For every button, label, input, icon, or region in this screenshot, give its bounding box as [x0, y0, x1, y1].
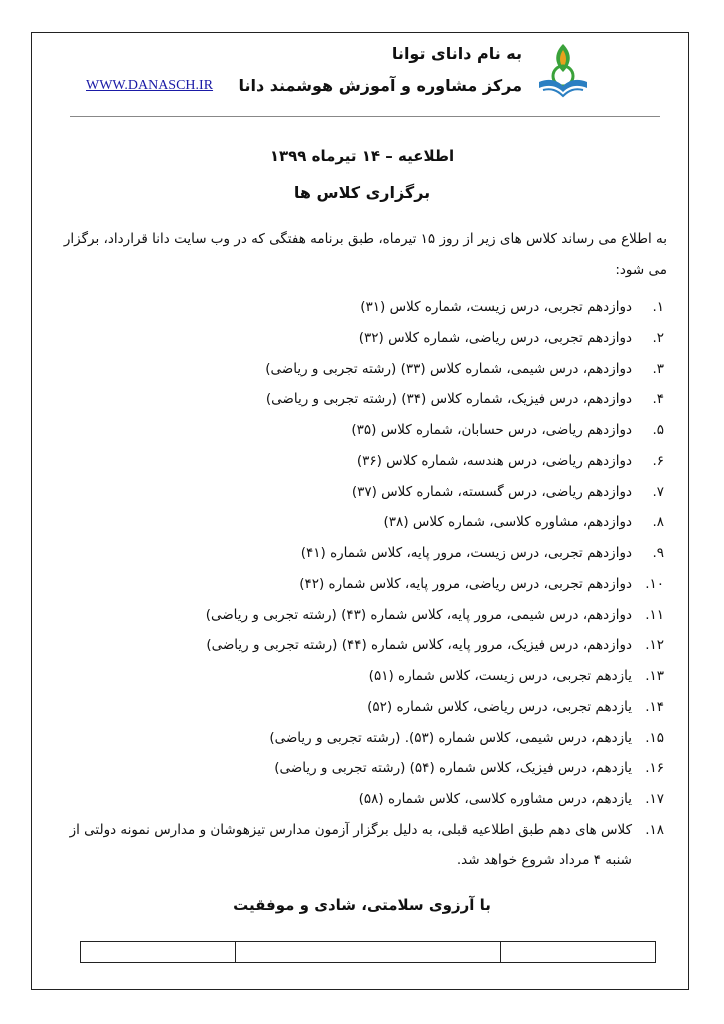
- list-item: [52, 692, 664, 723]
- list-item-number: ۲.: [652, 329, 664, 346]
- list-item-text: دوازدهم ریاضی، درس حسابان، شماره کلاس (۳۵): [351, 422, 632, 438]
- list-item-text: دوازدهم تجربی، درس زیست، شماره کلاس (۳۱): [360, 299, 632, 315]
- list-item-number: ۱۷.: [645, 791, 664, 807]
- list-item-text: دوازدهم، درس فیزیک، شماره کلاس (۳۴) (رشته تجربی و ریاضی): [265, 391, 632, 408]
- list-item-number: ۷.: [652, 483, 664, 500]
- list-item-number: ۱۴.: [645, 698, 664, 715]
- list-item: [52, 477, 664, 508]
- header-title-line1: به نام دانای توانا: [391, 44, 522, 63]
- list-item-number: ۱۸.: [645, 821, 664, 838]
- list-item: [52, 354, 664, 385]
- list-item-number: ۳.: [652, 360, 664, 377]
- footer-table: [80, 941, 656, 963]
- footer-cell: [236, 942, 501, 963]
- notice-intro: به اطلاع می رساند کلاس های زیر از روز ۱۵ تیرماه، طبق برنامه هفتگی که در وب سایت دانا قرارداد، برگزار می شود:: [63, 231, 667, 278]
- list-item-text: دوازدهم ریاضی، درس گسسته، شماره کلاس (۳۷): [351, 483, 632, 500]
- list-item-number: ۵.: [652, 422, 664, 438]
- list-item-text: دوازدهم ریاضی، درس هندسه، شماره کلاس (۳۶): [356, 452, 632, 469]
- list-item: [52, 723, 664, 754]
- footer-cell: [81, 942, 236, 963]
- header-title-line2: مرکز مشاوره و آموزش هوشمند دانا: [238, 76, 522, 95]
- list-item-number: ۶.: [652, 452, 664, 469]
- list-item-text: دوازدهم، درس شیمی، شماره کلاس (۳۳) (رشته تجربی و ریاضی): [265, 360, 632, 377]
- list-item-number: ۹.: [652, 545, 664, 561]
- list-item: [52, 446, 664, 477]
- website-link[interactable]: WWW.DANASCH.IR: [86, 78, 214, 93]
- dana-logo: [533, 38, 593, 100]
- list-item-text: دوازدهم تجربی، درس زیست، مرور پایه، کلاس شماره (۴۱): [300, 545, 632, 561]
- list-item: [52, 323, 664, 354]
- class-list: [52, 292, 664, 876]
- list-item: [52, 569, 664, 600]
- list-item-text: دوازدهم تجربی، درس ریاضی، مرور پایه، کلاس شماره (۴۲): [299, 575, 632, 592]
- notice-title: اطلاعیه – ۱۴ تیرماه ۱۳۹۹: [269, 147, 455, 165]
- footer-cell: [500, 942, 655, 963]
- list-item-number: ۱۱.: [645, 606, 664, 623]
- list-item-text: یازدهم، درس مشاوره کلاسی، کلاس شماره (۵۸): [358, 791, 632, 807]
- list-item-number: ۸.: [652, 514, 664, 531]
- list-item-number: ۱۵.: [645, 729, 664, 746]
- list-item: [52, 815, 664, 876]
- list-item: [52, 661, 664, 692]
- notice-heading: برگزاری کلاس ها: [293, 183, 431, 202]
- list-item: [52, 784, 664, 815]
- closing-wish: با آرزوی سلامتی، شادی و موفقیت: [233, 896, 491, 914]
- list-item-text: یازدهم، درس فیزیک، کلاس شماره (۵۴) (رشته تجربی و ریاضی): [274, 760, 632, 777]
- list-item-number: ۴.: [652, 391, 664, 408]
- list-item-text: کلاس های دهم طبق اطلاعیه قبلی، به دلیل برگزار آزمون مدارس تیزهوشان و مدارس نمونه دولتی از شنبه ۴ مرداد شروع خواهد شد.: [69, 821, 632, 869]
- list-item-number: ۱۳.: [645, 668, 664, 684]
- list-item-text: یازدهم تجربی، درس ریاضی، کلاس شماره (۵۲): [367, 698, 632, 715]
- list-item: [52, 538, 664, 569]
- list-item-text: دوازدهم تجربی، درس ریاضی، شماره کلاس (۳۲): [358, 329, 632, 346]
- list-item-text: دوازدهم، درس فیزیک، مرور پایه، کلاس شماره (۴۴) (رشته تجربی و ریاضی): [206, 637, 632, 654]
- list-item-text: یازدهم، درس شیمی، کلاس شماره (۵۳). (رشته تجربی و ریاضی): [269, 729, 632, 746]
- list-item: [52, 630, 664, 661]
- header-divider: [70, 116, 660, 117]
- list-item-number: ۱.: [652, 299, 664, 315]
- list-item-number: ۱۲.: [645, 637, 664, 654]
- list-item-number: ۱۶.: [645, 760, 664, 777]
- list-item: [52, 384, 664, 415]
- list-item-number: ۱۰.: [645, 575, 664, 592]
- list-item: [52, 600, 664, 631]
- list-item: [52, 415, 664, 446]
- list-item-text: دوازدهم، درس شیمی، مرور پایه، کلاس شماره (۴۳) (رشته تجربی و ریاضی): [205, 606, 632, 623]
- list-item-text: دوازدهم، مشاوره کلاسی، شماره کلاس (۳۸): [383, 514, 632, 531]
- list-item: [52, 292, 664, 323]
- list-item-text: یازدهم تجربی، درس زیست، کلاس شماره (۵۱): [368, 668, 632, 684]
- list-item: [52, 753, 664, 784]
- list-item: [52, 507, 664, 538]
